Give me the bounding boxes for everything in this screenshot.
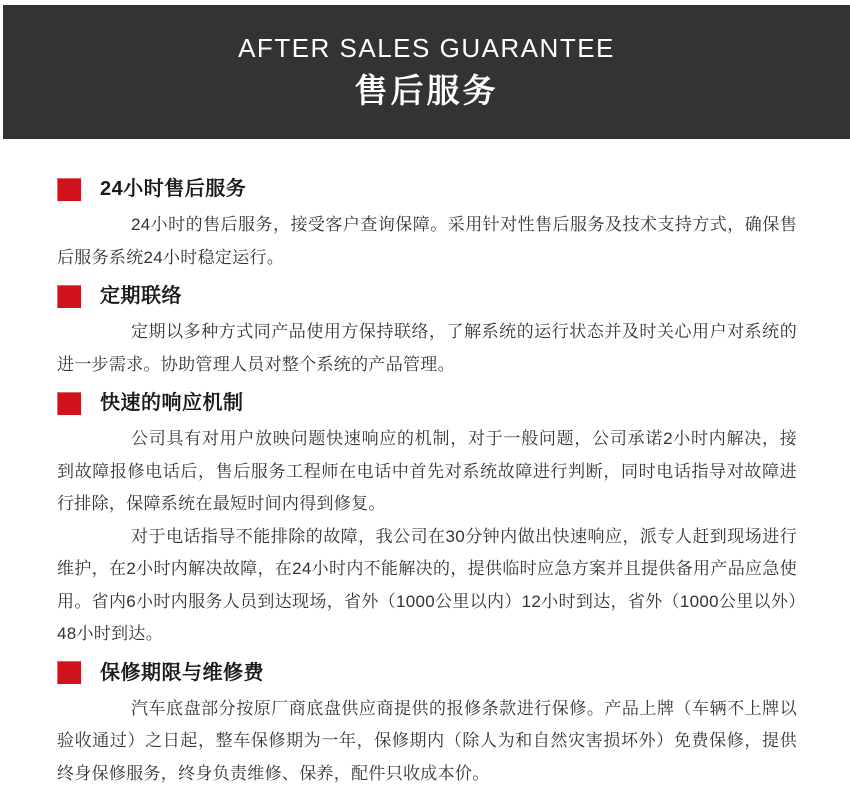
header-title-en: AFTER SALES GUARANTEE — [238, 33, 615, 64]
section-heading — [57, 177, 797, 201]
section-heading — [57, 661, 797, 685]
header-title-zh: 售后服务 — [354, 71, 499, 109]
red-square-bullet-icon — [57, 661, 81, 684]
header-banner — [3, 5, 850, 139]
section-title: 保修期限与维修费 — [100, 661, 264, 684]
section-paragraph: 24小时的售后服务，接受客户查询保障。采用针对性售后服务及技术支持方式，确保售后服务系统24小时稳定运行。 — [57, 215, 797, 267]
section-regular-contact — [57, 284, 797, 381]
section-paragraph: 定期以多种方式同产品使用方保持联络，了解系统的运行状态并及时关心用户对系统的进一步需求。协助管理人员对整个系统的产品管理。 — [57, 322, 797, 374]
section-title: 定期联络 — [100, 285, 182, 307]
section-title: 快速的响应机制 — [100, 392, 244, 414]
section-quick-response — [57, 391, 797, 651]
section-paragraph: 公司具有对用户放映问题快速响应的机制，对于一般问题，公司承诺2小时内解决，接到故障报修电话后，售后服务工程师在电话中首先对系统故障进行判断，同时电话指导对故障进行排除，保障系统在最短时间内得到修复。 — [57, 429, 797, 513]
section-heading — [57, 284, 797, 308]
red-square-bullet-icon — [57, 285, 81, 308]
red-square-bullet-icon — [57, 392, 81, 415]
section-warranty — [57, 661, 797, 791]
red-square-bullet-icon — [57, 178, 81, 201]
section-24h-service — [57, 177, 797, 274]
content-area — [0, 139, 850, 790]
section-title: 24小时售后服务 — [100, 178, 247, 200]
section-paragraph: 汽车底盘部分按原厂商底盘供应商提供的报修条款进行保修。产品上牌（车辆不上牌以验收通过）之日起，整车保修期为一年，保修期内（除人为和自然灾害损坏外）免费保修，提供终身保修服务，终身负责维修、保养，配件只收成本价。 — [57, 698, 797, 783]
section-heading — [57, 391, 797, 415]
section-paragraph: 对于电话指导不能排除的故障，我公司在30分钟内做出快速响应，派专人赶到现场进行维护，在2小时内解决故障，在24小时内不能解决的，提供临时应急方案并且提供备用产品应急使用。省内6小时内服务人员到达现场，省外（1000公里以内）12小时到达，省外（1000公里以外）48小时到达。 — [57, 526, 797, 643]
